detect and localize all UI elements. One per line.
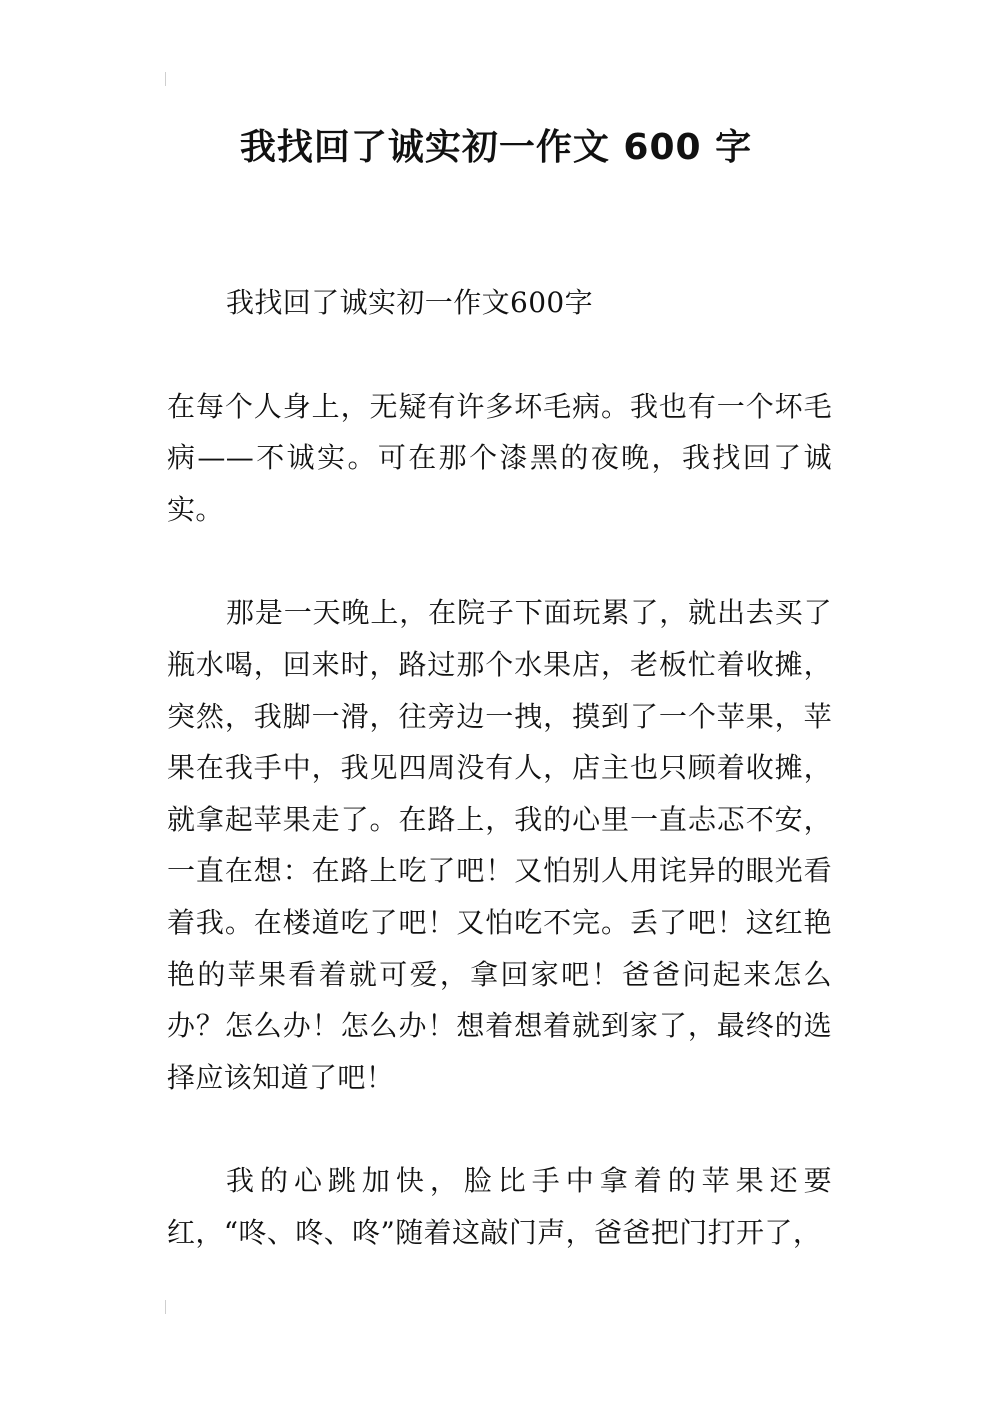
document-body (167, 277, 832, 1259)
page-corner-mark-top (165, 72, 166, 86)
paragraph-ending: 我的心跳加快，脸比手中拿着的苹果还要红，“咚、咚、咚”随着这敲门声，爸爸把门打开了， (167, 1164, 832, 1249)
document-subtitle: 我找回了诚实初一作文600字 (226, 286, 594, 319)
document-title: 我找回了诚实初一作文 600 字 (239, 127, 753, 168)
paragraph-story: 那是一天晚上，在院子下面玩累了，就出去买了瓶水喝，回来时，路过那个水果店，老板忙着收摊，突然，我脚一滑，往旁边一拽，摸到了一个苹果，苹果在我手中，我见四周没有人，店主也只顾着收摊，就拿起苹果走了。在路上，我的心里一直忐忑不安，一直在想：在路上吃了吧！又怕别人用诧异的眼光看着我。在楼道吃了吧！又怕吃不完。丢了吧！这红艳艳的苹果看着就可爱，拿回家吧！爸爸问起来怎么办？怎么办！怎么办！想着想着就到家了，最终的选择应该知道了吧！ (167, 596, 832, 1094)
page-corner-mark-bottom (165, 1300, 166, 1314)
paragraph-intro: 在每个人身上，无疑有许多坏毛病。我也有一个坏毛病——不诚实。可在那个漆黑的夜晚，我找回了诚实。 (167, 389, 832, 526)
